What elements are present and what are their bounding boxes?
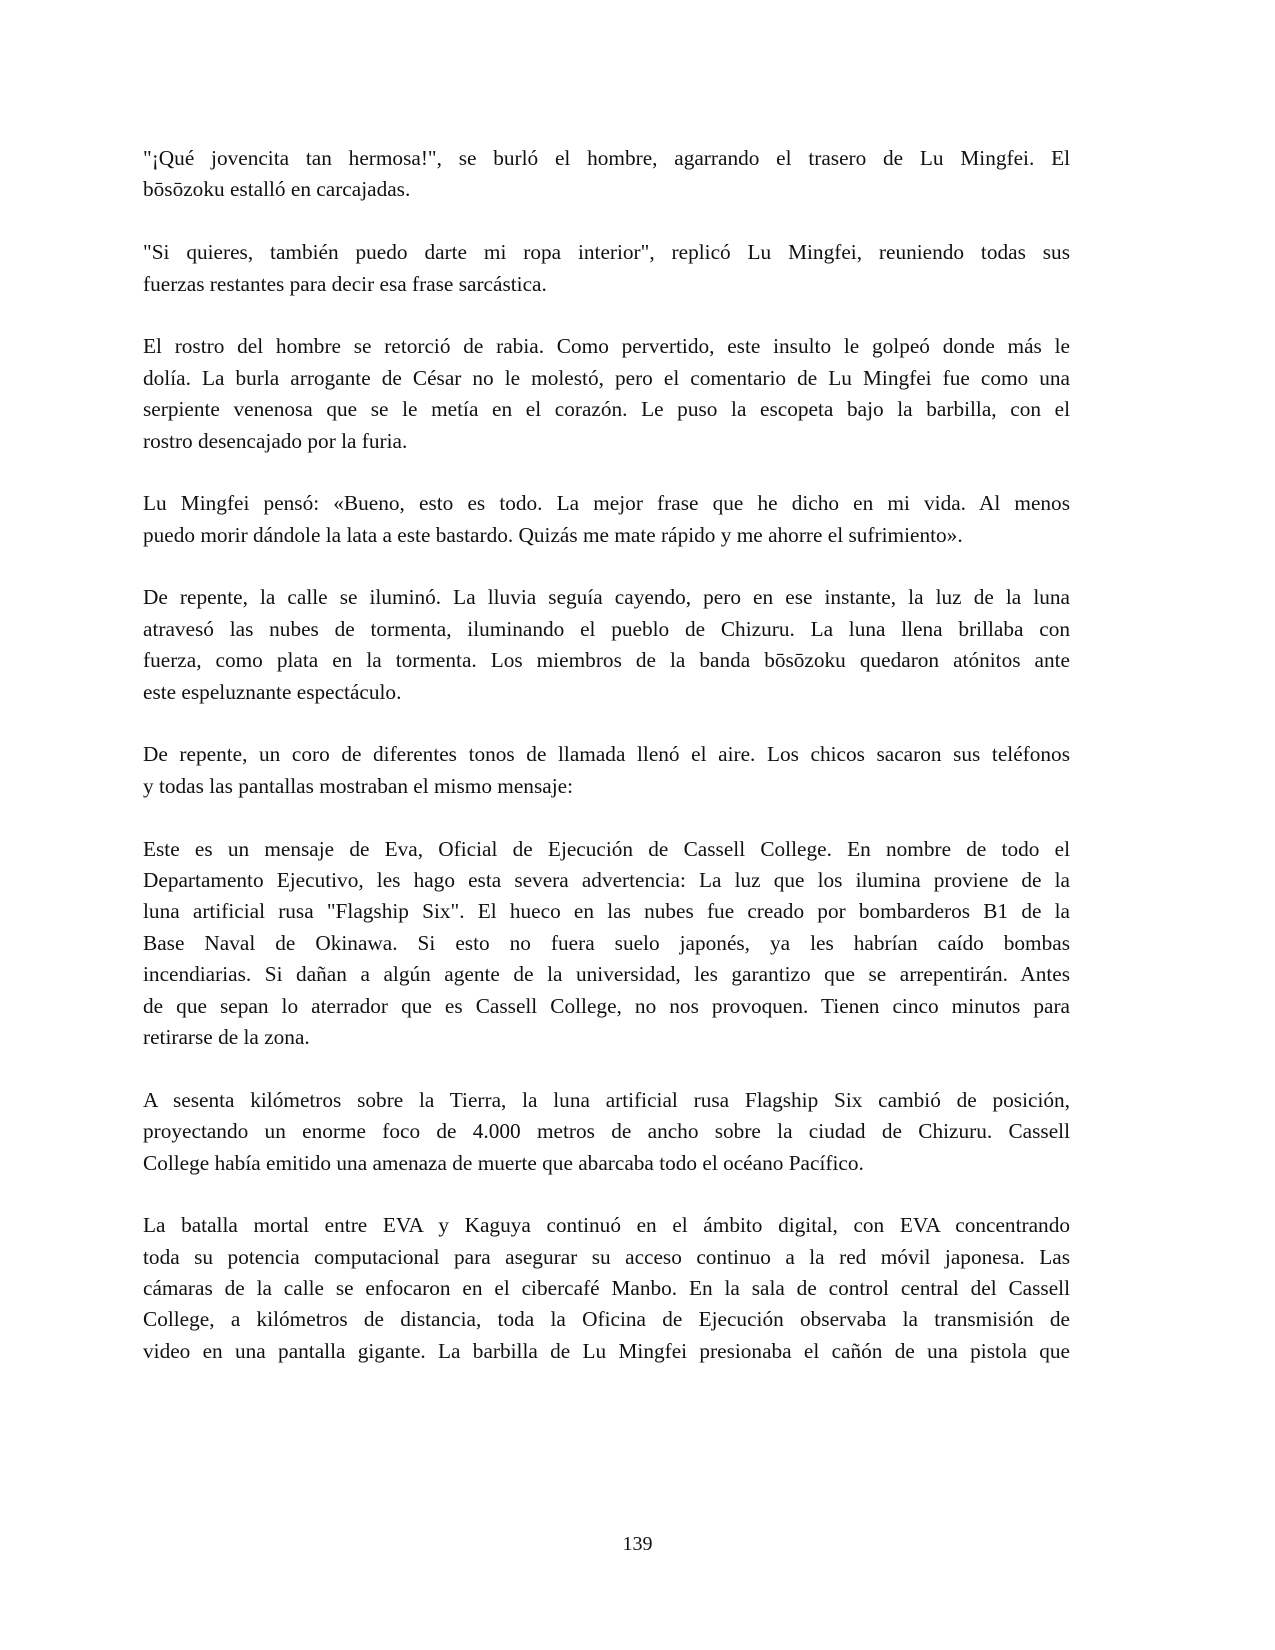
text-line: y todas las pantallas mostraban el mismo mensaje: [143,773,573,798]
text-line: rostro desencajado por la furia. [143,428,408,453]
text-line: dolía. La burla arrogante de César no le molestó, pero el comentario de Lu Mingfei fue como una [143,365,1070,390]
paragraph-8 [143,1085,1070,1179]
text-line: bōsōzoku estalló en carcajadas. [143,177,411,202]
text-line: incendiarias. Si dañan a algún agente de la universidad, les garantizo que se arrepentirán. Antes [143,962,1070,987]
text-line: fuerzas restantes para decir esa frase sarcástica. [143,271,547,296]
text-line: "¡Qué jovencita tan hermosa!", se burló el hombre, agarrando el trasero de Lu Mingfei. El [143,146,1070,170]
text-line: de que sepan lo aterrador que es Cassell College, no nos provoquen. Tienen cinco minutos para [143,993,1070,1018]
page-number: 139 [622,1533,653,1555]
text-line: La batalla mortal entre EVA y Kaguya continuó en el ámbito digital, con EVA concentrando [143,1213,1070,1238]
paragraph-9 [143,1210,1070,1367]
text-line: serpiente venenosa que se le metía en el corazón. Le puso la escopeta bajo la barbilla, con el [143,397,1070,422]
paragraph-2 [143,237,1070,300]
text-line: Este es un mensaje de Eva, Oficial de Ejecución de Cassell College. En nombre de todo el [143,836,1070,861]
text-line: El rostro del hombre se retorció de rabia. Como pervertido, este insulto le golpeó donde más le [143,334,1070,359]
paragraph-7-message [143,834,1070,1054]
text-line: Lu Mingfei pensó: «Bueno, esto es todo. La mejor frase que he dicho en mi vida. Al menos [143,491,1070,516]
text-line: luna artificial rusa "Flagship Six". El hueco en las nubes fue creado por bombarderos B1 de la [143,899,1070,924]
text-line: A sesenta kilómetros sobre la Tierra, la luna artificial rusa Flagship Six cambió de posición, [143,1087,1070,1112]
text-line: Departamento Ejecutivo, les hago esta severa advertencia: La luz que los ilumina proviene de la [143,867,1070,892]
text-line: De repente, un coro de diferentes tonos de llamada llenó el aire. Los chicos sacaron sus teléfonos [143,742,1070,767]
paragraph-5 [143,582,1070,708]
text-line: toda su potencia computacional para asegurar su acceso continuo a la red móvil japonesa. Las [143,1244,1070,1269]
text-line: este espeluznante espectáculo. [143,679,402,704]
paragraph-6 [143,739,1070,802]
text-line: College, a kilómetros de distancia, toda la Oficina de Ejecución observaba la transmisión de [143,1307,1070,1332]
text-line: fuerza, como plata en la tormenta. Los miembros de la banda bōsōzoku quedaron atónitos ante [143,648,1070,673]
text-line: video en una pantalla gigante. La barbilla de Lu Mingfei presionaba el cañón de una pistola que [143,1338,1070,1363]
text-line: "Si quieres, también puedo darte mi ropa interior", replicó Lu Mingfei, reuniendo todas sus [143,240,1070,265]
text-line: cámaras de la calle se enfocaron en el cibercafé Manbo. En la sala de control central del Cassell [143,1276,1070,1301]
text-line: atravesó las nubes de tormenta, iluminando el pueblo de Chizuru. La luna llena brillaba con [143,616,1070,641]
text-line: De repente, la calle se iluminó. La lluvia seguía cayendo, pero en ese instante, la luz de la luna [143,585,1070,610]
text-line: proyectando un enorme foco de 4.000 metros de ancho sobre la ciudad de Chizuru. Cassell [143,1119,1070,1144]
text-line: retirarse de la zona. [143,1024,310,1049]
paragraph-4 [143,488,1070,551]
paragraph-1 [143,143,1070,206]
page-body [143,143,1070,1399]
text-line: Base Naval de Okinawa. Si esto no fuera suelo japonés, ya les habrían caído bombas [143,930,1070,955]
text-line: puedo morir dándole la lata a este bastardo. Quizás me mate rápido y me ahorre el sufrimiento». [143,522,963,547]
paragraph-3 [143,331,1070,457]
text-line: College había emitido una amenaza de muerte que abarcaba todo el océano Pacífico. [143,1150,864,1175]
